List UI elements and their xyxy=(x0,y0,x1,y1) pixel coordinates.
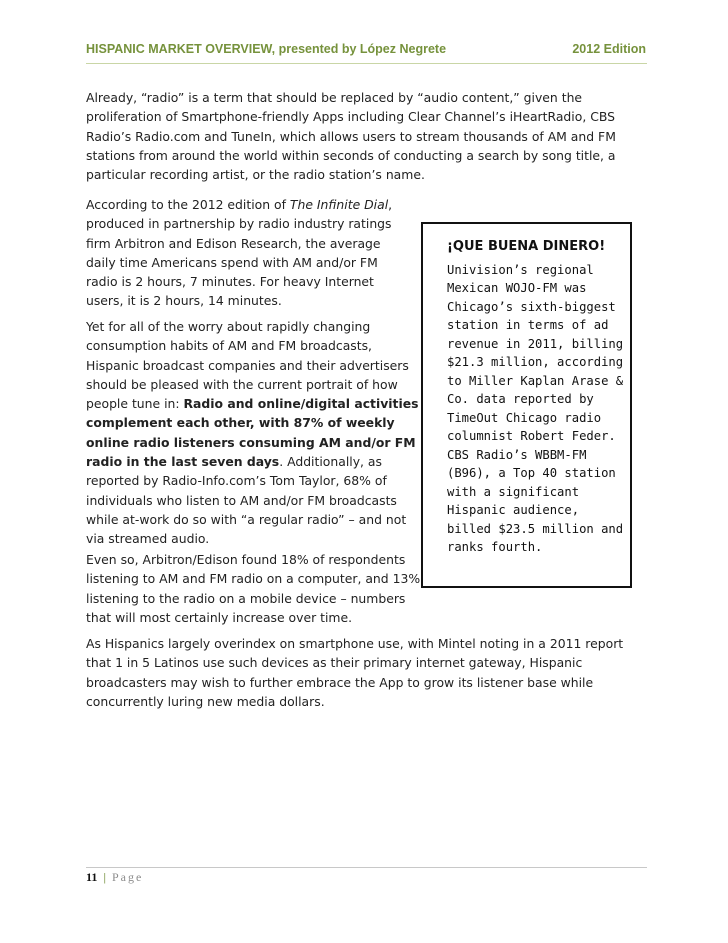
p2-text-after: , produced in partnership by radio industry ratings firm Arbitron and Edison Research, the average daily time Americans spend with AM and/or FM radio is 2 hours, 7 minutes. For heavy Internet users, it is 2 hours, 14 minutes. xyxy=(86,197,393,309)
p3-text-after: . Additionally, as reported by Radio-Info.com’s Tom Taylor, 68% of individuals who listen to AM and/or FM broadcasts while at-work do so with “a regular radio” – and not via streamed audio. xyxy=(86,454,407,547)
sidebar-callout-box xyxy=(421,222,632,588)
sidebar-title: ¡QUE BUENA DINERO! xyxy=(447,239,606,254)
page-footer xyxy=(86,870,143,885)
page-label: Page xyxy=(112,870,144,884)
p2-report-title: The Infinite Dial xyxy=(289,197,389,212)
p2-text-before: According to the 2012 edition of xyxy=(86,197,290,212)
sidebar-content xyxy=(447,238,627,557)
header-edition: 2012 Edition xyxy=(572,42,646,56)
footer-separator: | xyxy=(103,870,106,884)
header-divider xyxy=(86,63,647,64)
paragraph-infinite-dial xyxy=(86,195,411,311)
p3-highlight: Radio and online/digital activities complement each other, with 87% of weekly online radio listeners consuming AM and/or FM radio in the last seven days xyxy=(86,396,419,470)
paragraph-audio-content: Already, “radio” is a term that should be replaced by “audio content,” given the proliferation of Smartphone-friendly Apps including Clear Channel’s iHeartRadio, CBS Radio’s Radio.com and TuneIn, which allows users to stream thousands of AM and FM stations from around the world within seconds of conducting a search by song title, a particular recording artist, or the radio station’s name. xyxy=(86,90,616,183)
paragraph-consumption-habits xyxy=(86,317,421,549)
sidebar-text: Univision’s regional Mexican WOJO-FM was Chicago’s sixth-biggest station in terms of ad revenue in 2011, billing $21.3 million, according to Miller Kaplan Arase & Co. data reported by TimeOut Chicago radio columnist Robert Feder. CBS Radio’s WBBM-FM (B96), a Top 40 station with a significant Hispanic audience, billed $23.5 million and ranks fourth. xyxy=(447,262,624,554)
footer-divider xyxy=(86,867,647,868)
paragraph-arbitron-edison: Even so, Arbitron/Edison found 18% of respondents listening to AM and FM radio on a computer, and 13% listening to the radio on a mobile device – numbers that will most certainly increase over time. xyxy=(86,552,421,625)
header-title: HISPANIC MARKET OVERVIEW, presented by López Negrete xyxy=(86,42,447,56)
page-header xyxy=(86,42,646,60)
paragraph-smartphone-use: As Hispanics largely overindex on smartphone use, with Mintel noting in a 2011 report that 1 in 5 Latinos use such devices as their primary internet gateway, Hispanic broadcasters may wish to further embrace the App to grow its listener base while concurrently luring new media dollars. xyxy=(86,636,624,709)
p3-text-before: Yet for all of the worry about rapidly changing consumption habits of AM and FM broadcasts, Hispanic broadcast companies and their advertisers should be pleased with the current portrait of how people tune in: xyxy=(86,319,409,412)
page-number: 11 xyxy=(86,870,98,884)
